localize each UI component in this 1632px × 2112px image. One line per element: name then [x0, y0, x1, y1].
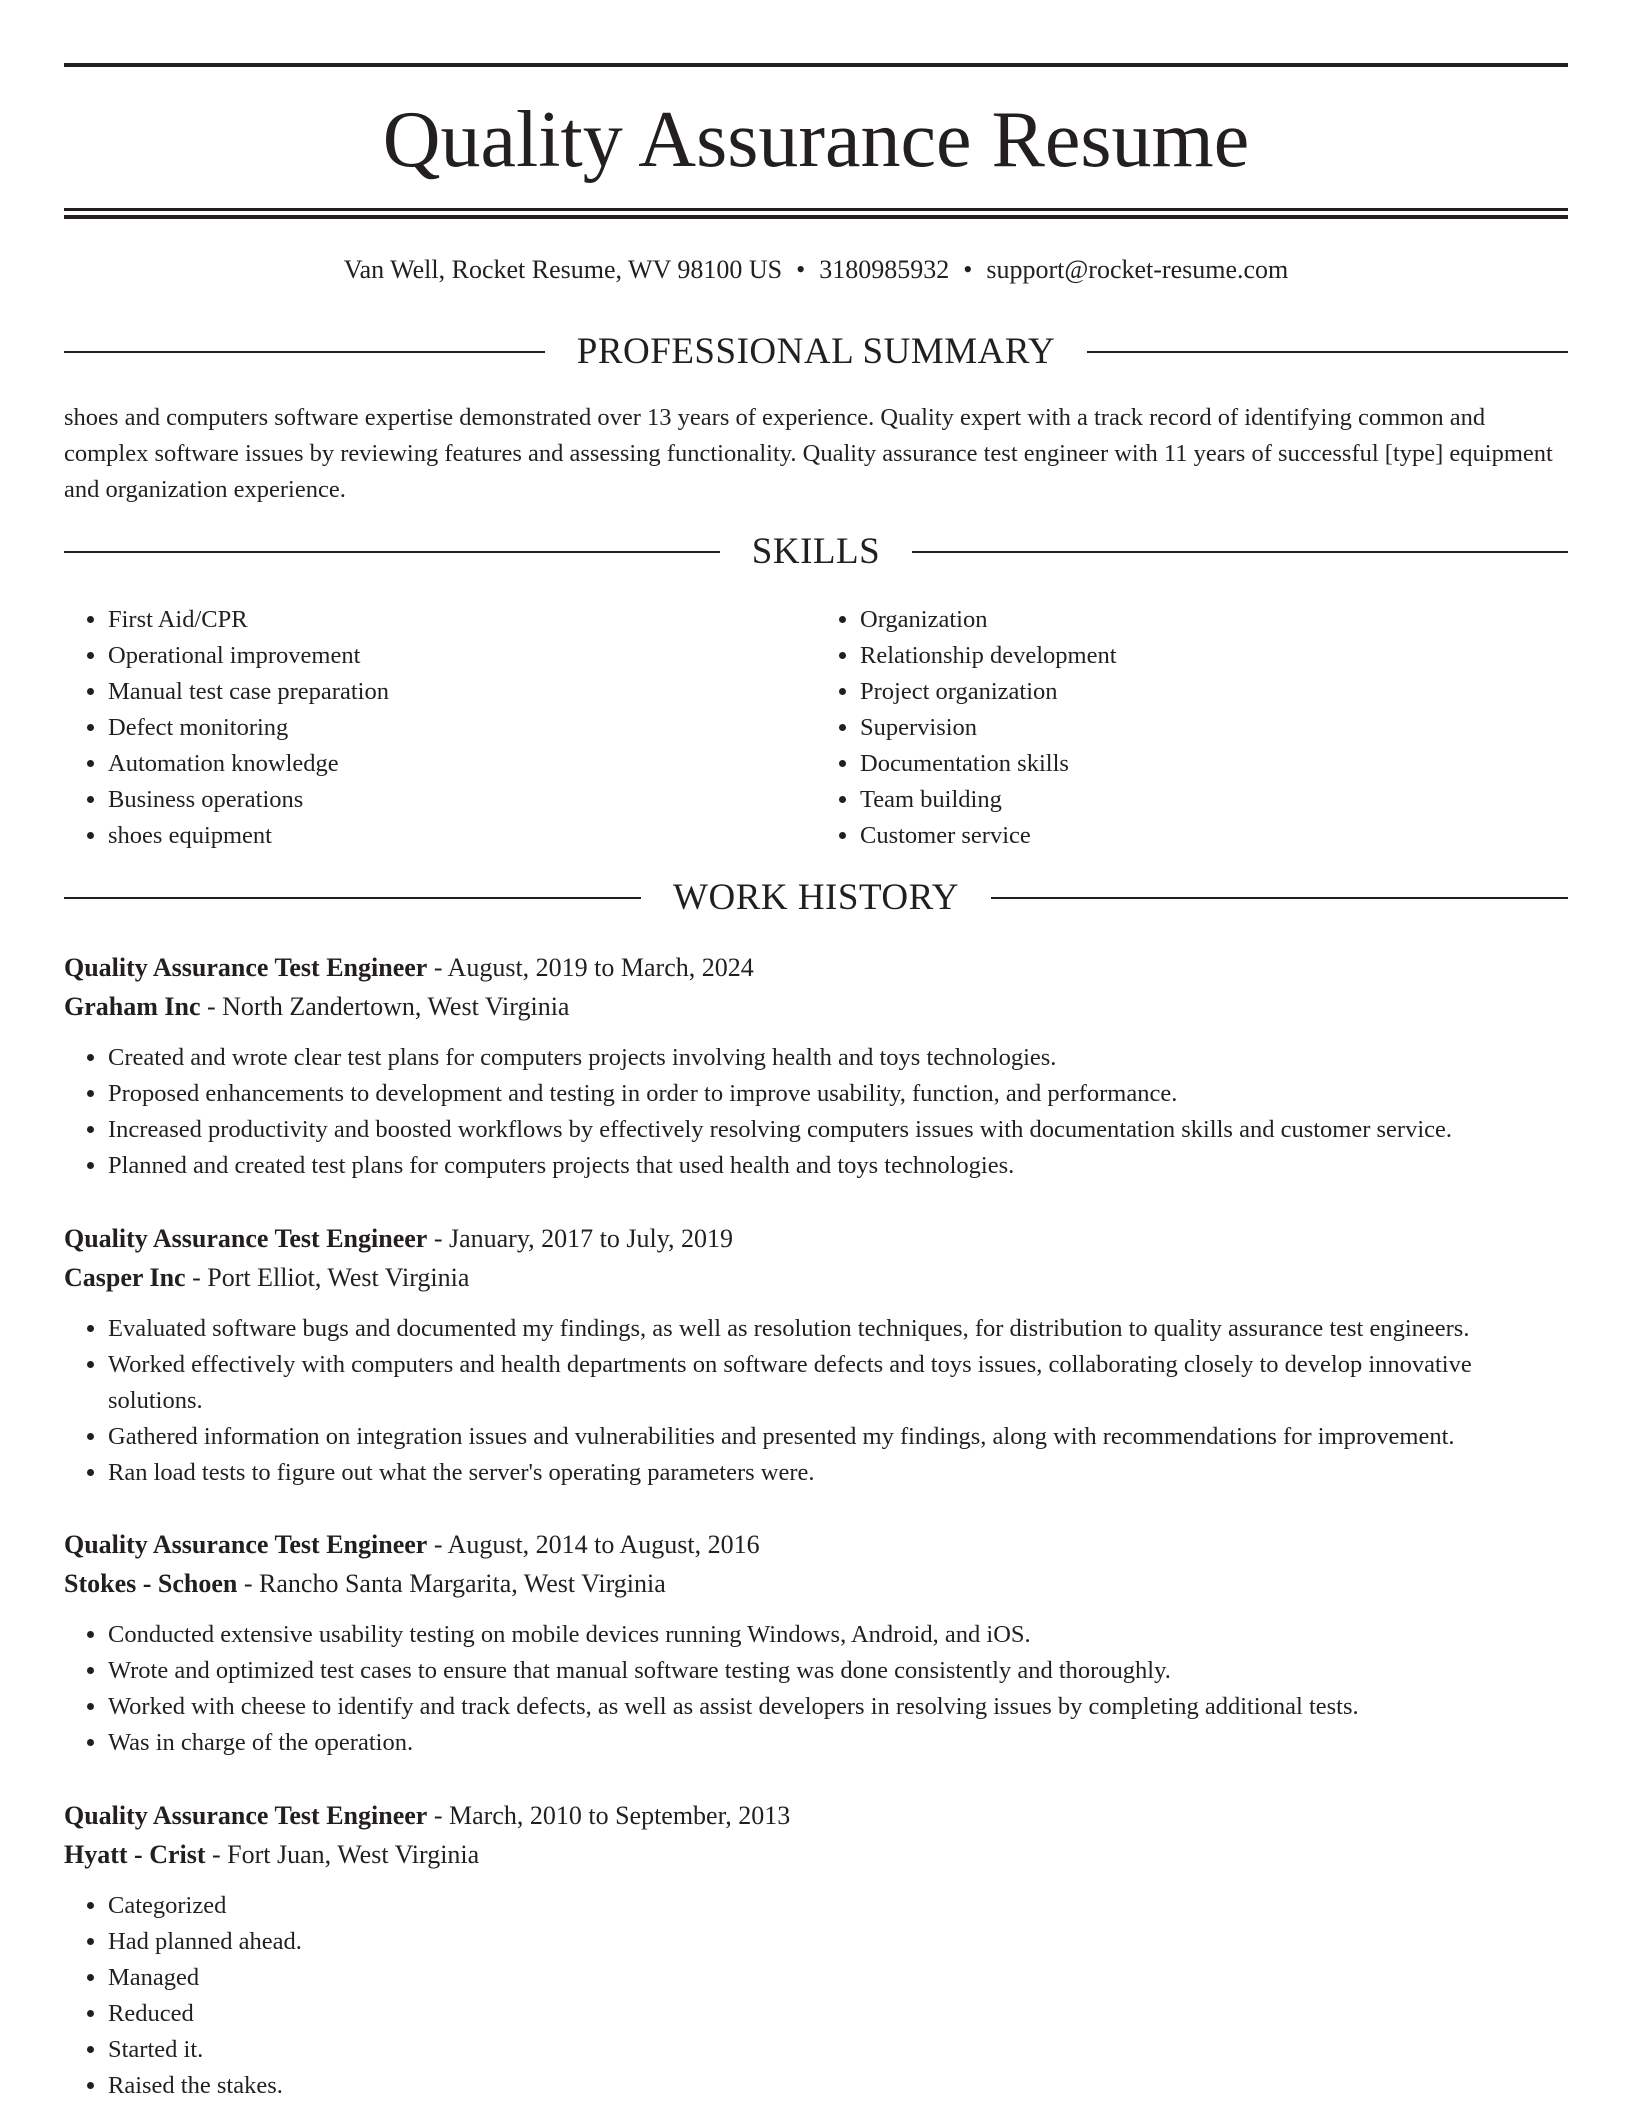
skill-item: • Customer service: [860, 818, 1568, 854]
job-bullet: • Gathered information on integration issues and vulnerabilities and presented my findings, along with recommendations for improvement.: [108, 1419, 1568, 1455]
job-company: Stokes - Schoen: [64, 1569, 238, 1598]
job-company: Graham Inc: [64, 992, 201, 1021]
job-location: - North Zandertown, West Virginia: [200, 992, 570, 1021]
job-location: - Fort Juan, West Virginia: [205, 1840, 480, 1869]
contact-line: [64, 253, 1568, 287]
job-role-line: [64, 1525, 1568, 1564]
job-dates: - January, 2017 to July, 2019: [427, 1224, 734, 1253]
skills-heading-label: SKILLS: [751, 531, 881, 572]
skill-item: • Relationship development: [860, 638, 1568, 674]
title-double-rule: [64, 208, 1568, 219]
heading-rule-left: [64, 351, 545, 353]
contact-phone: 3180985932: [819, 255, 950, 284]
job-bullets: [64, 1617, 1568, 1761]
skill-item: • Manual test case preparation: [108, 674, 816, 710]
skills-list-right: [816, 602, 1568, 854]
contact-separator: •: [796, 255, 806, 284]
skill-item: • shoes equipment: [108, 818, 816, 854]
job-dates: - August, 2014 to August, 2016: [427, 1530, 760, 1559]
job-bullet: • Worked effectively with computers and health departments on software defects and toys issues, collaborating closely to develop innovative solutions.: [108, 1347, 1568, 1419]
skill-item: • Documentation skills: [860, 746, 1568, 782]
job-title: Quality Assurance Test Engineer: [64, 1224, 428, 1253]
job-bullet: • Created and wrote clear test plans for computers projects involving health and toys technologies.: [108, 1040, 1568, 1076]
skills-columns: [64, 602, 1568, 854]
job-bullet: • Wrote and optimized test cases to ensure that manual software testing was done consistently and thoroughly.: [108, 1653, 1568, 1689]
job-title: Quality Assurance Test Engineer: [64, 1530, 428, 1559]
heading-rule-right: [1087, 351, 1568, 353]
contact-email: support@rocket-resume.com: [986, 255, 1289, 284]
job-bullet: • Categorized: [108, 1888, 1568, 1924]
skills-list-left: [64, 602, 816, 854]
skill-item: • Automation knowledge: [108, 746, 816, 782]
job-location: - Rancho Santa Margarita, West Virginia: [237, 1569, 666, 1598]
job-company: Hyatt - Crist: [64, 1840, 206, 1869]
job-company-line: [64, 1258, 1568, 1297]
job-company-line: [64, 1835, 1568, 1874]
job-bullet: • Worked with cheese to identify and track defects, as well as assist developers in resolving issues by completing additional tests.: [108, 1689, 1568, 1725]
skill-item: • Business operations: [108, 782, 816, 818]
job-bullet: • Started it.: [108, 2032, 1568, 2068]
skill-item: • Organization: [860, 602, 1568, 638]
heading-rule-left: [64, 551, 720, 553]
job-bullets: [64, 1311, 1568, 1491]
job-entry: [64, 1219, 1568, 1491]
job-bullet: • Proposed enhancements to development and testing in order to improve usability, function, and performance.: [108, 1076, 1568, 1112]
job-location: - Port Elliot, West Virginia: [185, 1263, 470, 1292]
job-dates: - March, 2010 to September, 2013: [427, 1801, 791, 1830]
job-bullet: • Had planned ahead.: [108, 1924, 1568, 1960]
job-bullet: • Raised the stakes.: [108, 2068, 1568, 2104]
skill-item: • Supervision: [860, 710, 1568, 746]
job-company-line: [64, 1564, 1568, 1603]
job-bullets: [64, 1040, 1568, 1184]
job-role-line: [64, 1219, 1568, 1258]
job-entry: [64, 948, 1568, 1184]
summary-heading-label: PROFESSIONAL SUMMARY: [576, 331, 1056, 372]
job-bullet: • Reduced: [108, 1996, 1568, 2032]
top-rule: [64, 63, 1568, 67]
job-entry: [64, 1525, 1568, 1761]
contact-separator: •: [963, 255, 973, 284]
skill-item: • First Aid/CPR: [108, 602, 816, 638]
job-bullet: • Ran load tests to figure out what the server's operating parameters were.: [108, 1455, 1568, 1491]
job-bullet: • Increased productivity and boosted workflows by effectively resolving computers issues with documentation skills and customer service.: [108, 1112, 1568, 1148]
job-role-line: [64, 1796, 1568, 1835]
skill-item: • Project organization: [860, 674, 1568, 710]
job-entry: [64, 1796, 1568, 2104]
job-bullets: [64, 1888, 1568, 2104]
resume-title: Quality Assurance Resume: [382, 96, 1250, 184]
job-company-line: [64, 987, 1568, 1026]
skills-heading: [64, 530, 1568, 574]
job-title: Quality Assurance Test Engineer: [64, 953, 428, 982]
job-bullet: • Managed: [108, 1960, 1568, 1996]
job-title: Quality Assurance Test Engineer: [64, 1801, 428, 1830]
contact-address: Van Well, Rocket Resume, WV 98100 US: [343, 255, 783, 284]
job-bullet: • Planned and created test plans for computers projects that used health and toys technologies.: [108, 1148, 1568, 1184]
job-role-line: [64, 948, 1568, 987]
job-company: Casper Inc: [64, 1263, 186, 1292]
job-bullet: • Conducted extensive usability testing on mobile devices running Windows, Android, and iOS.: [108, 1617, 1568, 1653]
job-bullet: • Was in charge of the operation.: [108, 1725, 1568, 1761]
work-heading: [64, 876, 1568, 920]
job-bullet: • Evaluated software bugs and documented my findings, as well as resolution techniques, for distribution to quality assurance test engineers.: [108, 1311, 1568, 1347]
skill-item: • Team building: [860, 782, 1568, 818]
heading-rule-left: [64, 897, 641, 899]
heading-rule-right: [991, 897, 1568, 899]
skill-item: • Defect monitoring: [108, 710, 816, 746]
work-heading-label: WORK HISTORY: [673, 877, 959, 918]
heading-rule-right: [912, 551, 1568, 553]
summary-heading: [64, 330, 1568, 374]
summary-text: shoes and computers software expertise demonstrated over 13 years of experience. Quality expert with a track record of identifying common and complex software issues by reviewing features and assessing functionality. Quality assurance test engineer with 11 years of successful [type] equipment and organization experience.: [64, 404, 1553, 503]
skill-item: • Operational improvement: [108, 638, 816, 674]
job-dates: - August, 2019 to March, 2024: [427, 953, 754, 982]
